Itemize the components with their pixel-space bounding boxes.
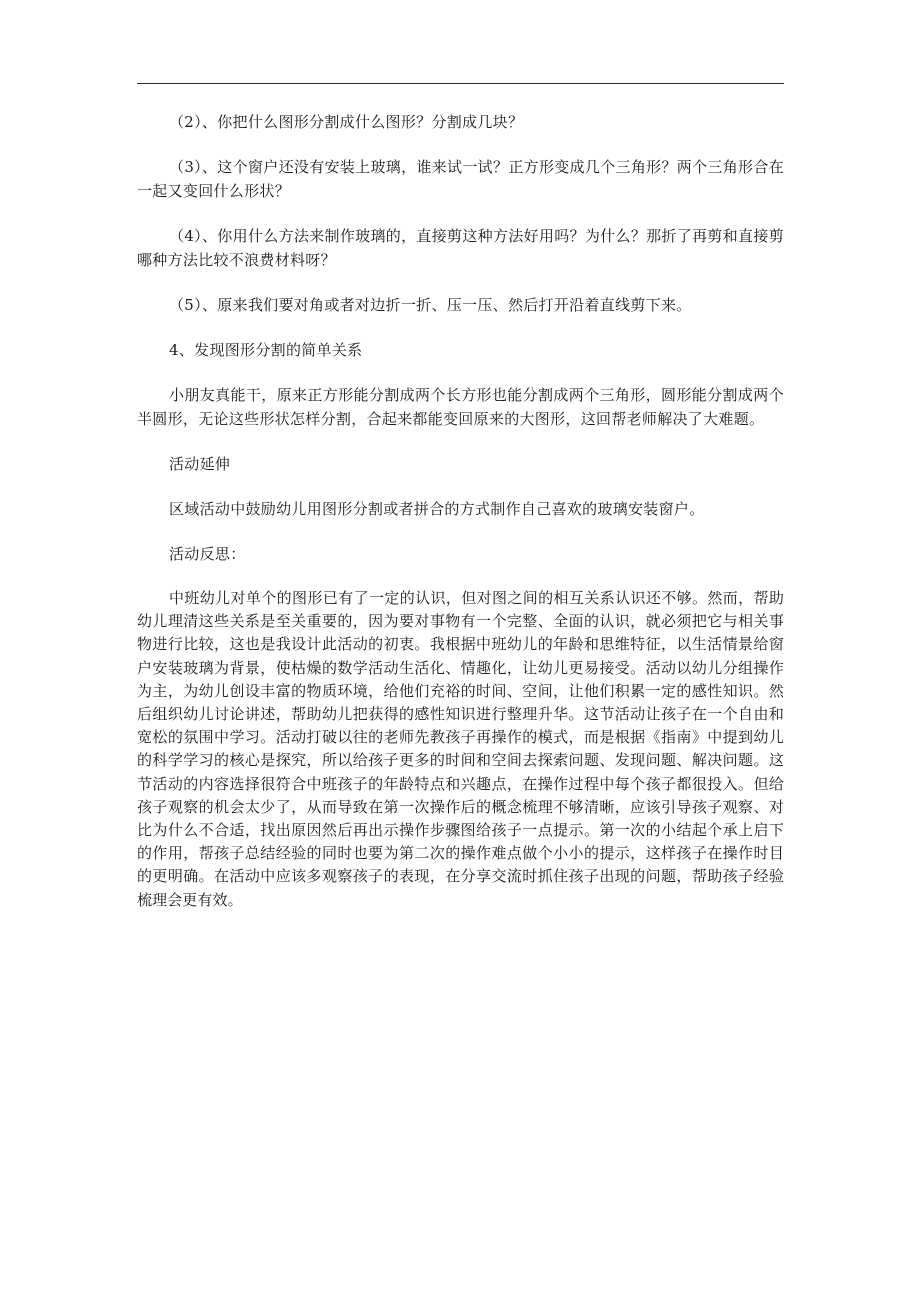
activity-extension-text: 区域活动中鼓励幼儿用图形分割或者拼合的方式制作自己喜欢的玻璃安装窗户。 [169,500,705,518]
section-heading-4: 4、发现图形分割的简单关系 [169,341,363,359]
reflection-text: 中班幼儿对单个的图形已有了一定的认识，但对图之间的相互关系认识还不够。然而，帮助幼儿理清这些关系是至关重要的，因为要对事物有一个完整、全面的认识，就必须把它与相关事物进行比较，这也是我设计此活动的初衷。我根据中班幼儿的年龄和思维特征，以生活情景给窗户安装玻璃为背景，使枯燥的数学活动生活化、情趣化，让幼儿更易接受。活动以幼儿分组操作为主，为幼儿创设丰富的物质环境，给他们充裕的时间、空间，让他们积累一定的感性知识。然后组织幼儿讨论讲述，帮助幼儿把获得的感性知识进行整理升华。这节活动让孩子在一个自由和宽松的氛围中学习。活动打破以往的老师先教孩子再操作的模式，而是根据《指南》中提到幼儿的科学学习的核心是探究，所以给孩子更多的时间和空间去探索问题、发现问题、解决问题。这节活动的内容选择很符合中班孩子的年龄特点和兴趣点，在操作过程中每个孩子都很投入。但给孩子观察的机会太少了，从而导致在第一次操作后的概念梳理不够清晰，应该引导孩子观察、对比为什么不合适，找出原因然后再出示操作步骤图给孩子一点提示。第一次的小结起个承上启下的作用，帮孩子总结经验的同时也要为第二次的操作难点做个小小的提示，这样孩子在操作时目的更明确。在活动中应该多观察孩子的表现，在分享交流时抓住孩子出现的问题，帮助孩子经验梳理会更有效。 [137,589,784,909]
document-body [137,110,784,912]
header-rule [137,83,784,84]
question-2: （2）、你把什么图形分割成什么图形？分割成几块？ [169,113,524,131]
reflection-heading: 活动反思： [169,545,246,563]
question-3: （3）、这个窗户还没有安装上玻璃，谁来试一试？正方形变成几个三角形？两个三角形合在一起又变回什么形状？ [137,158,784,200]
summary-paragraph: 小朋友真能干，原来正方形能分割成两个长方形也能分割成两个三角形，圆形能分割成两个半圆形，无论这些形状怎样分割，合起来都能变回原来的大图形，这回帮老师解决了大难题。 [137,386,784,428]
question-4: （4）、你用什么方法来制作玻璃的，直接剪这种方法好用吗？为什么？那折了再剪和直接剪哪种方法比较不浪费材料呀？ [137,227,784,269]
question-5: （5）、原来我们要对角或者对边折一折、压一压、然后打开沿着直线剪下来。 [169,296,692,314]
activity-extension-heading: 活动延伸 [169,455,231,473]
